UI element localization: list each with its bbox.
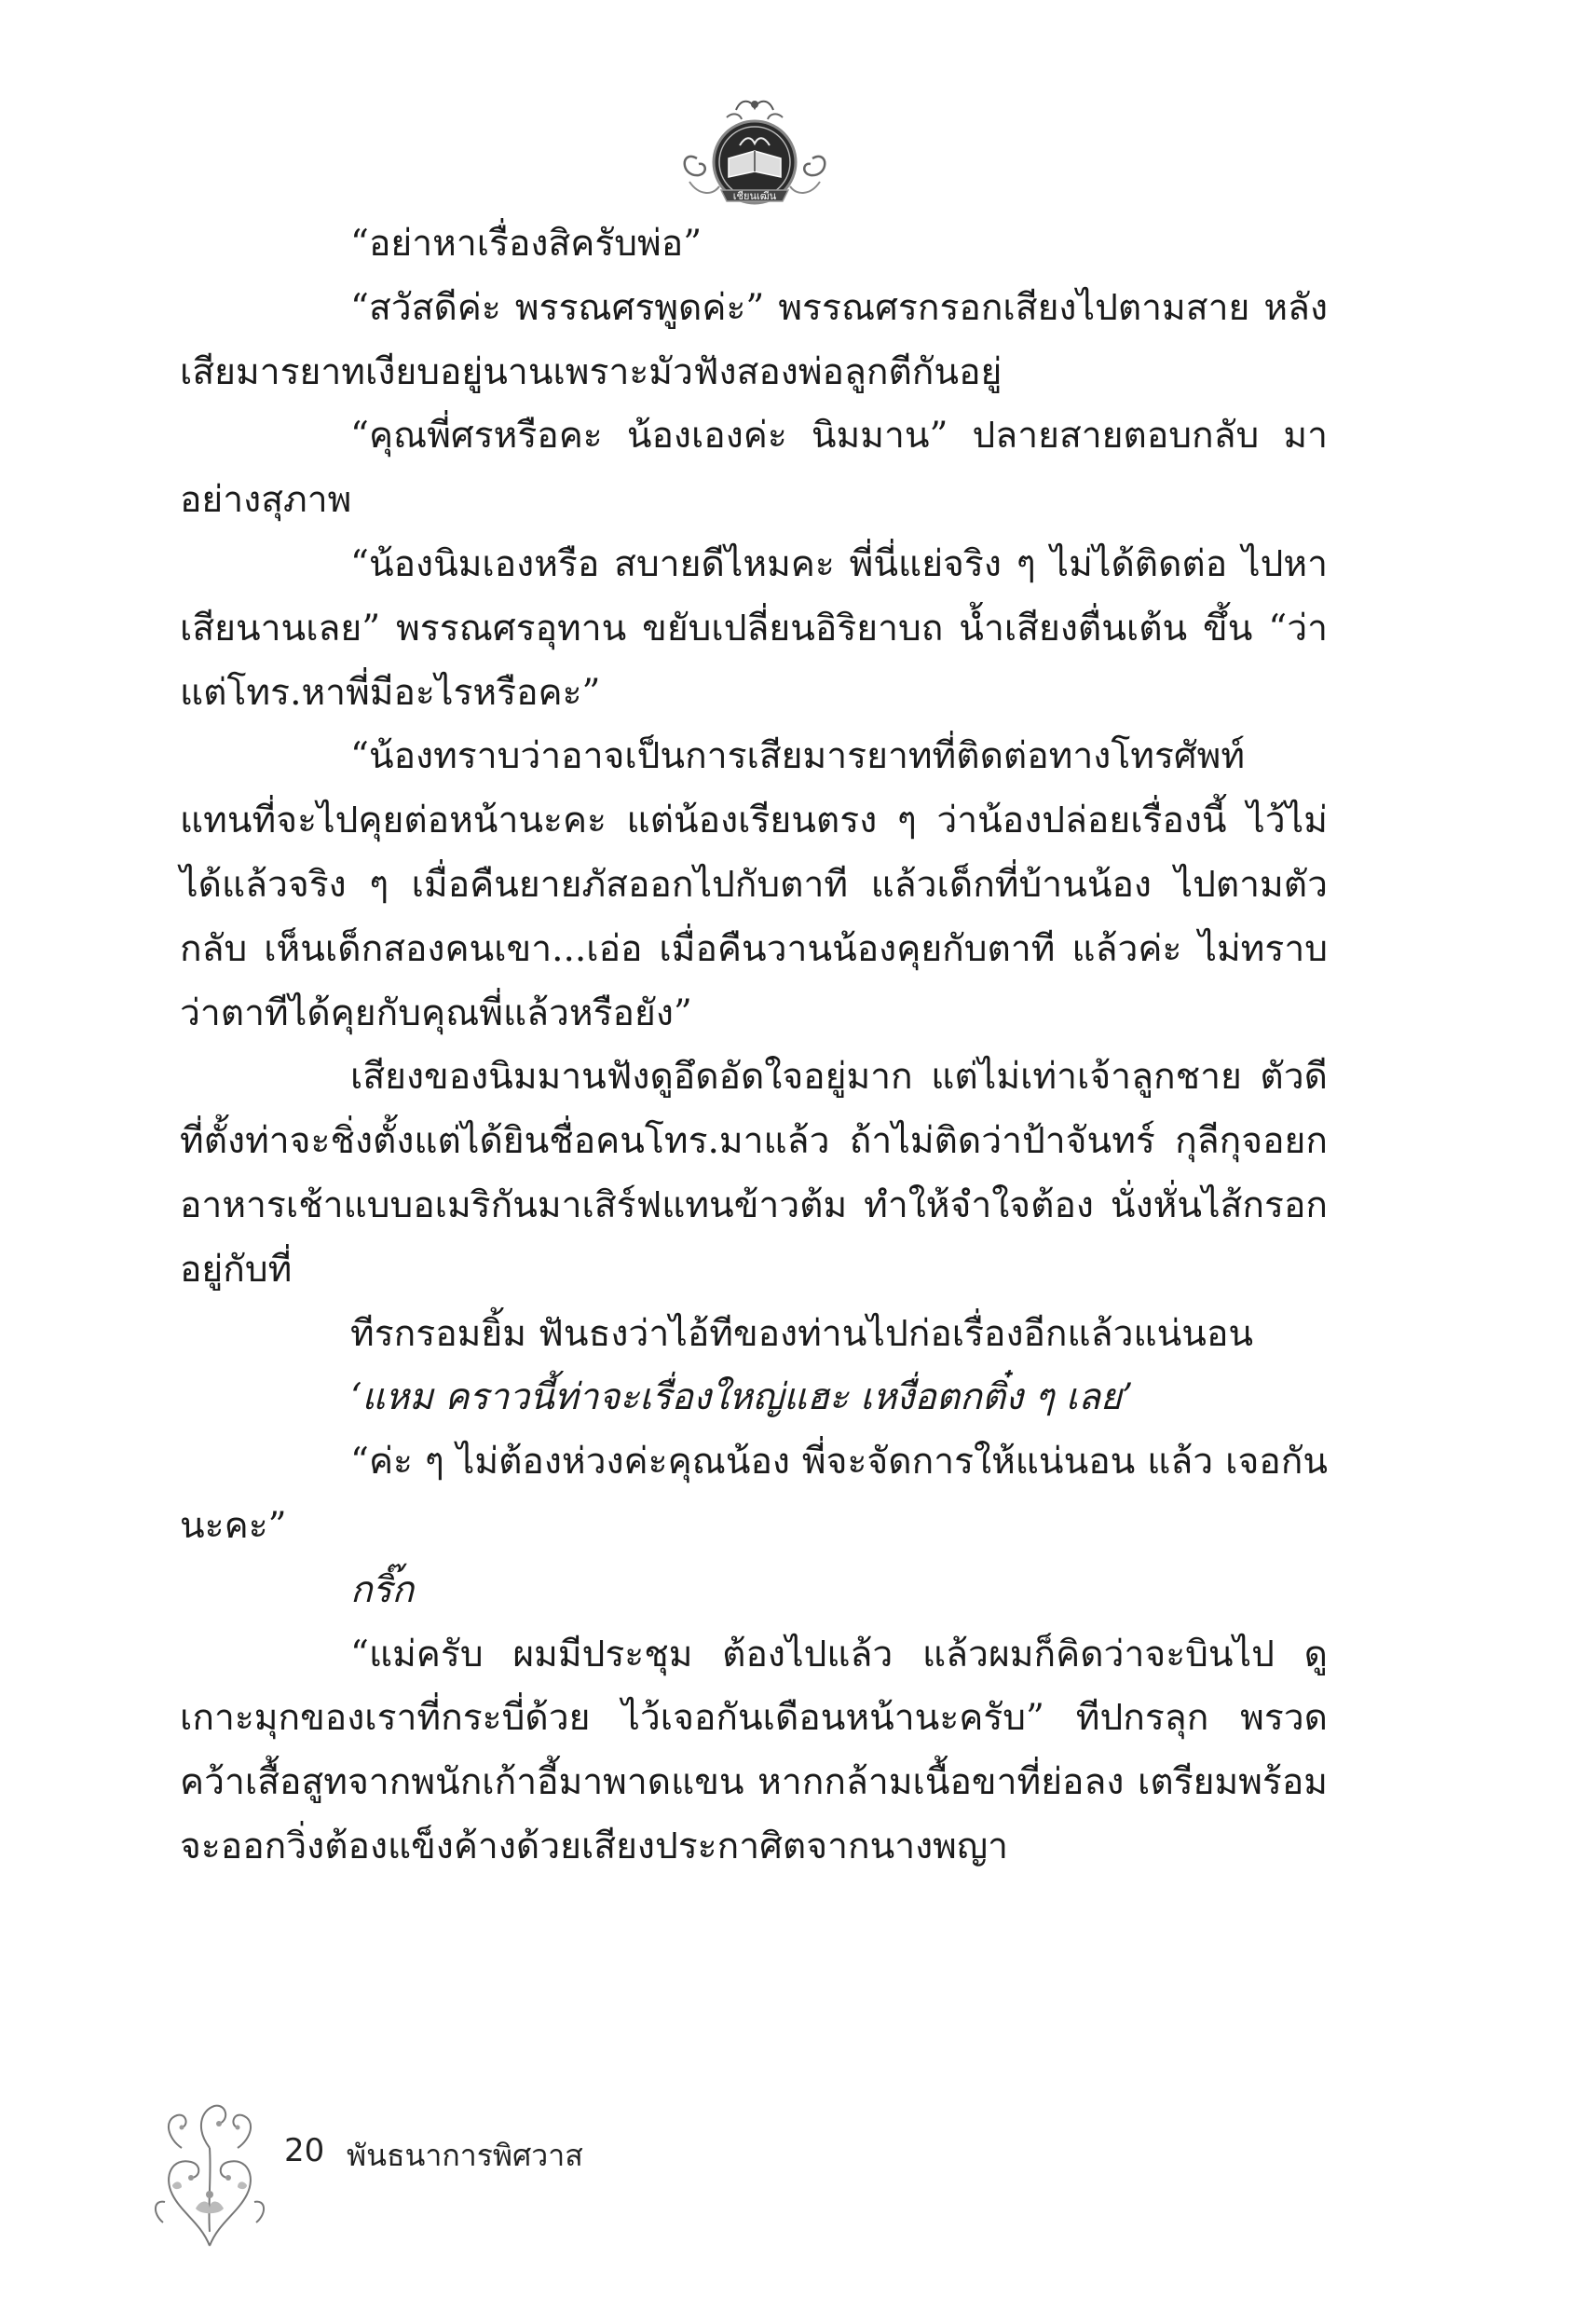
floral-ornament-icon	[144, 2092, 275, 2250]
page-number: 20	[284, 2132, 325, 2169]
paragraph: ทีรกรอมยิ้ม ฟันธงว่าไอ้ทีของท่านไปก่อเรื่องอีกแล้วแน่นอน	[350, 1312, 1254, 1355]
paragraph: “อย่าหาเรื่องสิครับพ่อ”	[350, 223, 703, 265]
body-text	[180, 212, 1328, 1880]
paragraph-italic: ‘แหม คราวนี้ท่าจะเรื่องใหญ่แฮะ เหงื่อตกติ๋ง ๆ เลย’	[350, 1376, 1134, 1419]
emblem-label: เชียนเฒีน	[732, 190, 777, 202]
publisher-emblem-icon	[671, 93, 839, 219]
paragraph-italic: กริ๊ก	[350, 1568, 415, 1611]
paragraph: “ค่ะ ๆ ไม่ต้องห่วงค่ะคุณน้อง พี่จะจัดการให้แน่นอน แล้ว เจอกันนะคะ”	[180, 1441, 1328, 1547]
paragraph: “น้องนิมเองหรือ สบายดีไหมคะ พี่นี่แย่จริง ๆ ไม่ได้ติดต่อ ไปหาเสียนานเลย” พรรณศรอุทาน ขยับเปลี่ยนอิริยาบถ น้ำเสียงตื่นเต้น ขึ้น “ว่าแต่โทร.หาพี่มีอะไรหรือคะ”	[180, 542, 1328, 714]
paragraph: “คุณพี่ศรหรือคะ น้องเองค่ะ นิมมาน” ปลายสายตอบกลับ มาอย่างสุภาพ	[180, 415, 1328, 522]
paragraph: เสียงของนิมมานฟังดูอึดอัดใจอยู่มาก แต่ไม่เท่าเจ้าลูกชาย ตัวดีที่ตั้งท่าจะชิ่งตั้งแต่ได้ยินชื่อคนโทร.มาแล้ว ถ้าไม่ติดว่าป้าจันทร์ กุลีกุจอยกอาหารเช้าแบบอเมริกันมาเสิร์ฟแทนข้าวต้ม ทำให้จำใจต้อง นั่งหั่นไส้กรอกอยู่กับที่	[180, 1056, 1328, 1291]
paragraph: “น้องทราบว่าอาจเป็นการเสียมารยาทที่ติดต่อทางโทรศัพท์ แทนที่จะไปคุยต่อหน้านะคะ แต่น้องเรียนตรง ๆ ว่าน้องปล่อยเรื่องนี้ ไว้ไม่ได้แล้วจริง ๆ เมื่อคืนยายภัสออกไปกับตาที แล้วเด็กที่บ้านน้อง ไปตามตัวกลับ เห็นเด็กสองคนเขา...เอ่อ เมื่อคืนวานน้องคุยกับตาที แล้วค่ะ ไม่ทราบว่าตาทีได้คุยกับคุณพี่แล้วหรือยัง”	[180, 735, 1328, 1034]
book-title: พันธนาการพิศวาส	[347, 2138, 583, 2173]
paragraph: “สวัสดีค่ะ พรรณศรพูดค่ะ” พรรณศรกรอกเสียงไปตามสาย หลังเสียมารยาทเงียบอยู่นานเพราะมัวฟังสองพ่อลูกตีกันอยู่	[180, 286, 1328, 393]
paragraph: “แม่ครับ ผมมีประชุม ต้องไปแล้ว แล้วผมก็คิดว่าจะบินไป ดูเกาะมุกของเราที่กระบี่ด้วย ไว้เจอกันเดือนหน้านะครับ” ทีปกรลุก พรวด คว้าเสื้อสูทจากพนักเก้าอี้มาพาดแขน หากกล้ามเนื้อขาที่ย่อลง เตรียมพร้อมจะออกวิ่งต้องแข็งค้างด้วยเสียงประกาศิตจากนางพญา	[180, 1633, 1328, 1867]
